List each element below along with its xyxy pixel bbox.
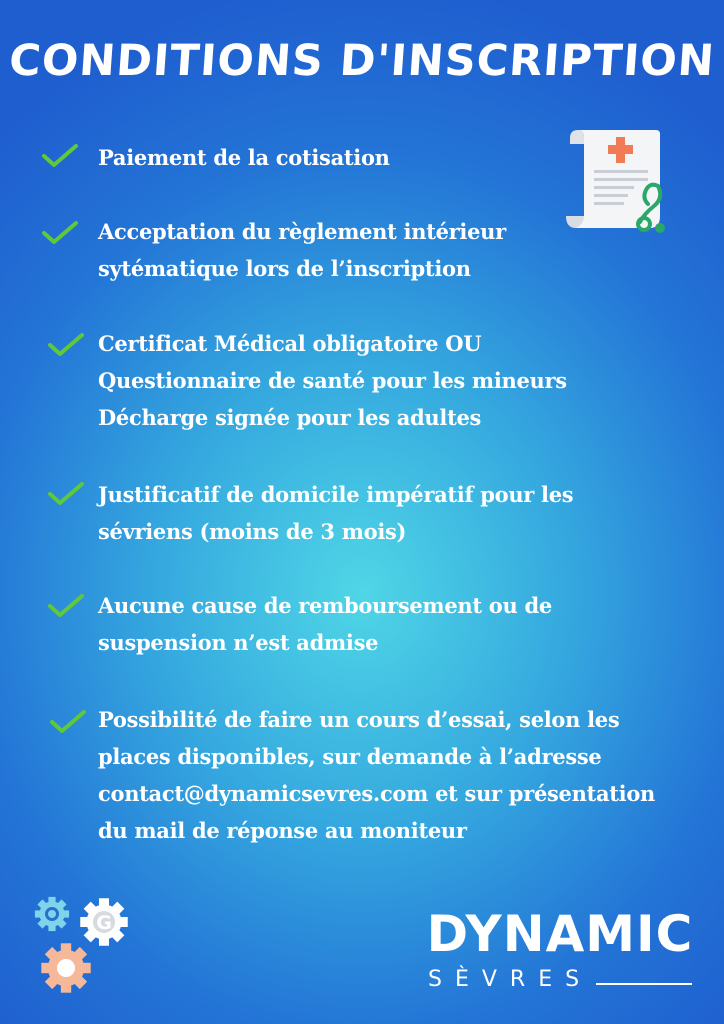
medical-certificate-icon (560, 124, 670, 236)
checkmark-icon (48, 708, 88, 736)
brand-name: DYNAMIC (426, 905, 694, 963)
checkmark-icon (40, 219, 80, 247)
brand-underline (596, 983, 692, 985)
gears-logo-icon (30, 888, 140, 998)
gear-letter: G (96, 912, 112, 934)
condition-text: Acceptation du règlement intérieur sytématique lors de l’inscription (98, 219, 506, 281)
page-title: CONDITIONS D'INSCRIPTION (7, 36, 717, 86)
checkmark-icon (46, 331, 86, 359)
condition-text: Certificat Médical obligatoire OU Questionnaire de santé pour les mineurs Décharge signée pour les adultes (98, 331, 567, 430)
condition-text: Aucune cause de remboursement ou de suspension n’est admise (98, 593, 552, 655)
brand-logo (420, 905, 700, 1005)
condition-text: Paiement de la cotisation (98, 145, 390, 170)
condition-text: Possibilité de faire un cours d’essai, selon les places disponibles, sur demande à l’adresse contact@dynamicsevres.com et sur présentation du mail de réponse au moniteur (98, 707, 656, 843)
checkmark-icon (46, 480, 86, 508)
checkmark-icon (46, 592, 86, 620)
brand-subtitle: SÈVRES (428, 967, 593, 992)
condition-text: Justificatif de domicile impératif pour les sévriens (moins de 3 mois) (98, 482, 574, 544)
checkmark-icon (40, 142, 80, 170)
